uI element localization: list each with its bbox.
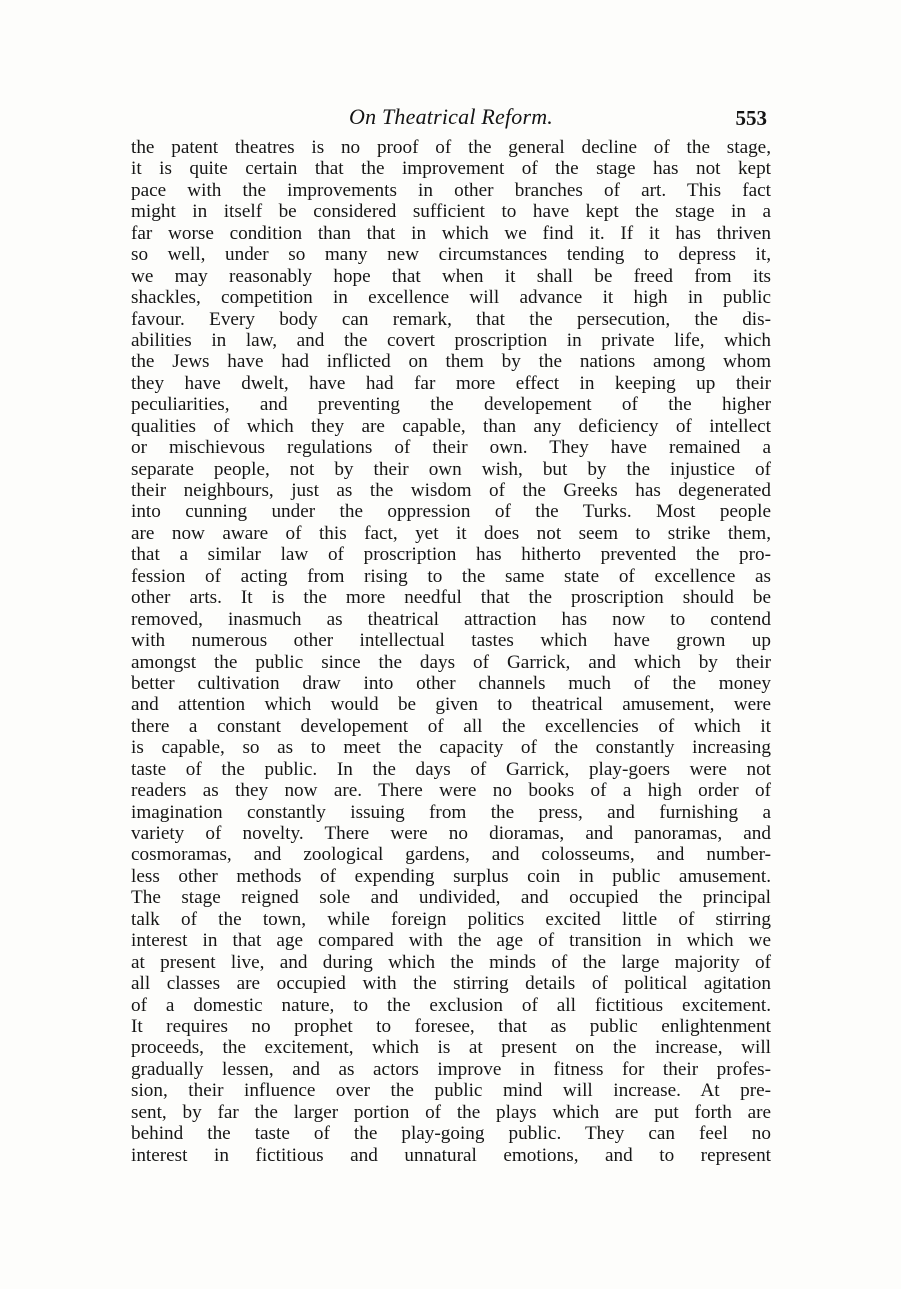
text-line: qualities of which they are capable, than any deficiency of intellect [131, 415, 771, 437]
text-line: might in itself be considered sufficient to have kept the stage in a [131, 201, 771, 223]
text-line: fession of acting from rising to the same state of excellence as [131, 565, 771, 587]
text-line: shackles, competition in excellence will advance it high in public [131, 287, 771, 309]
text-line: pace with the improvements in other branches of art. This fact [131, 179, 771, 201]
text-line: better cultivation draw into other channels much of the money [131, 672, 771, 694]
text-line: behind the taste of the play-going public. They can feel no [131, 1123, 771, 1145]
text-line: amongst the public since the days of Garrick, and which by their [131, 651, 771, 673]
text-line: are now aware of this fact, yet it does not seem to strike them, [131, 522, 771, 544]
text-line: taste of the public. In the days of Garrick, play-goers were not [131, 758, 771, 780]
text-line: or mischievous regulations of their own. They have remained a [131, 437, 771, 459]
running-head: On Theatrical Reform. [348, 104, 553, 129]
page-number: 553 [735, 106, 767, 130]
text-line: interest in fictitious and unnatural emotions, and to represent [131, 1144, 771, 1166]
text-line: their neighbours, just as the wisdom of the Greeks has degenerated [131, 480, 771, 501]
text-line: sion, their influence over the public mind will increase. At pre- [131, 1080, 771, 1102]
text-line: The stage reigned sole and undivided, and occupied the principal [131, 887, 771, 909]
text-line: interest in that age compared with the age of transition in which we [131, 930, 771, 952]
text-line: there a constant developement of all the excellencies of which it [131, 715, 771, 737]
text-line: the patent theatres is no proof of the general decline of the stage, [131, 137, 771, 158]
text-line: imagination constantly issuing from the press, and furnishing a [131, 801, 771, 823]
text-line: it is quite certain that the improvement of the stage has not kept [131, 158, 771, 180]
text-line: variety of novelty. There were no dioramas, and panoramas, and [131, 823, 771, 844]
text-line: favour. Every body can remark, that the persecution, the dis- [131, 308, 771, 330]
page-header [131, 104, 771, 134]
text-line: gradually lessen, and as actors improve in fitness for their profes- [131, 1058, 771, 1080]
body-text [131, 137, 771, 1166]
text-line: other arts. It is the more needful that the proscription should be [131, 587, 771, 609]
text-line: less other methods of expending surplus coin in public amusement. [131, 865, 771, 887]
text-line: removed, inasmuch as theatrical attraction has now to contend [131, 608, 771, 630]
text-line: abilities in law, and the covert proscription in private life, which [131, 329, 771, 351]
text-line: separate people, not by their own wish, but by the injustice of [131, 458, 771, 480]
text-line: into cunning under the oppression of the Turks. Most people [131, 501, 771, 523]
text-line: is capable, so as to meet the capacity of the constantly increasing [131, 737, 771, 759]
text-line: It requires no prophet to foresee, that as public enlightenment [131, 1015, 771, 1037]
text-line: all classes are occupied with the stirring details of political agitation [131, 973, 771, 995]
text-line: far worse condition than that in which we find it. If it has thriven [131, 222, 771, 244]
text-line: of a domestic nature, to the exclusion of all fictitious excitement. [131, 994, 771, 1016]
text-line: that a similar law of proscription has hitherto prevented the pro- [131, 544, 771, 566]
text-line: they have dwelt, have had far more effect in keeping up their [131, 372, 771, 394]
text-line: the Jews have had inflicted on them by the nations among whom [131, 351, 771, 373]
text-line: talk of the town, while foreign politics excited little of stirring [131, 908, 771, 930]
text-line: proceeds, the excitement, which is at present on the increase, will [131, 1037, 771, 1059]
text-line: so well, under so many new circumstances tending to depress it, [131, 244, 771, 266]
text-line: we may reasonably hope that when it shall be freed from its [131, 265, 771, 287]
text-line: readers as they now are. There were no books of a high order of [131, 780, 771, 802]
text-line: and attention which would be given to theatrical amusement, were [131, 694, 771, 716]
text-line: peculiarities, and preventing the developement of the higher [131, 394, 771, 416]
text-line: cosmoramas, and zoological gardens, and colosseums, and number- [131, 844, 771, 866]
text-line: at present live, and during which the minds of the large majority of [131, 951, 771, 973]
text-line: sent, by far the larger portion of the plays which are put forth are [131, 1101, 771, 1123]
text-line: with numerous other intellectual tastes which have grown up [131, 630, 771, 652]
